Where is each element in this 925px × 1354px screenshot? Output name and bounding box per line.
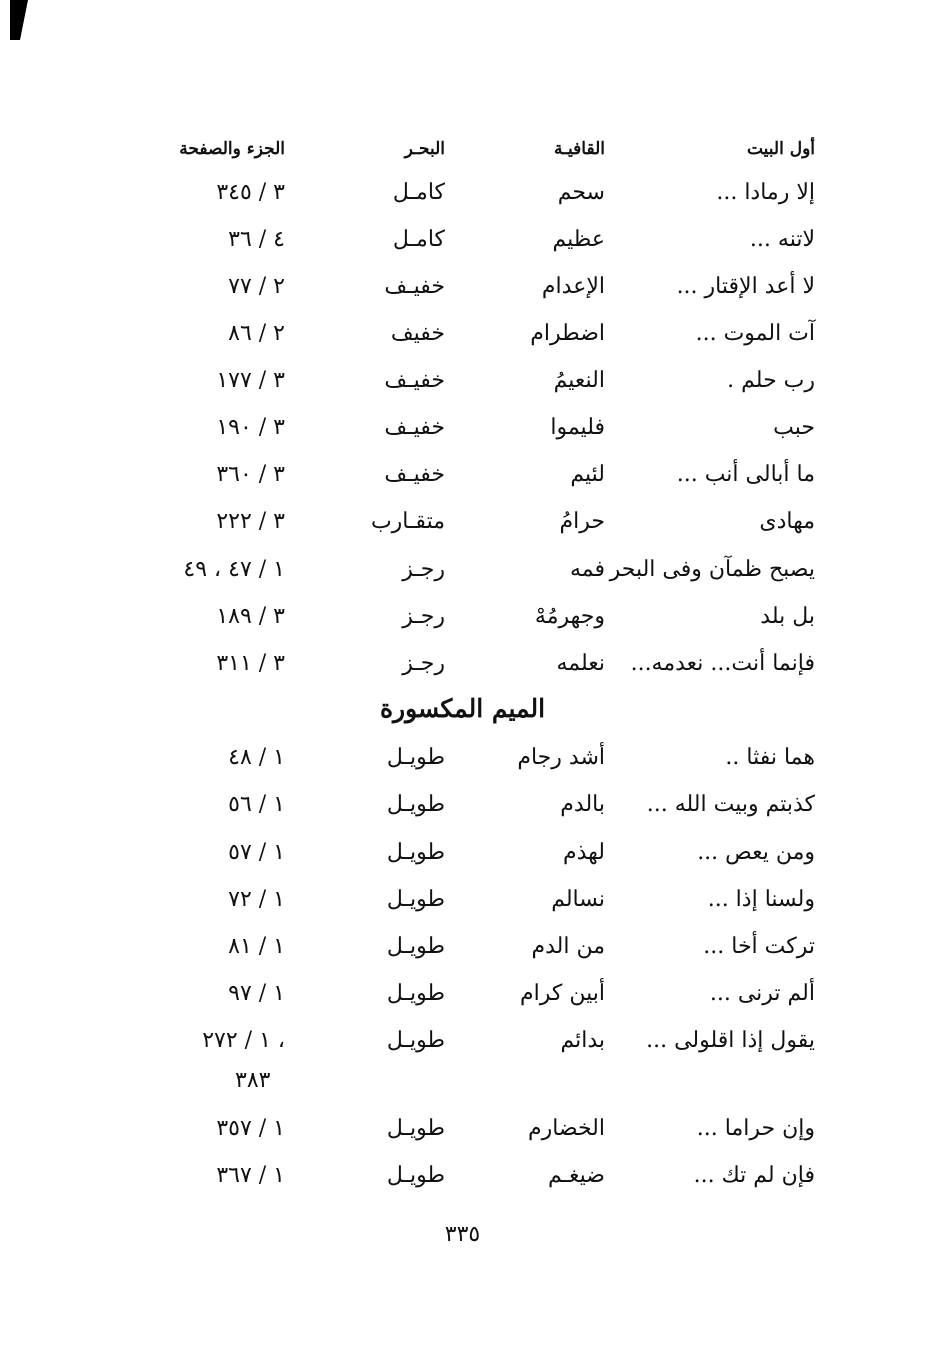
first-verse: يقول إذا اقلولى ... bbox=[646, 1028, 815, 1053]
volume-page: ٣ / ٢٢٢ bbox=[216, 509, 285, 534]
volume-page: ١ / ٩٧ bbox=[228, 981, 285, 1006]
meter: خفيف bbox=[390, 321, 445, 346]
meter: طويـل bbox=[386, 1116, 445, 1141]
first-verse: هما نفثا .. bbox=[725, 745, 815, 770]
first-verse: آت الموت ... bbox=[695, 321, 815, 346]
volume-page: ١ / ٢٧٢ ، bbox=[202, 1028, 285, 1053]
meter: متقـارب bbox=[370, 509, 445, 534]
meter: طويـل bbox=[386, 1028, 445, 1053]
volume-page: ٣ / ٣١١ bbox=[216, 651, 285, 676]
rhyme: ضيغـم bbox=[547, 1163, 605, 1188]
meter: رجـز bbox=[402, 557, 445, 582]
first-verse: فإنما أنت... نعدمه... bbox=[630, 651, 815, 676]
rhyme: أشد رجام bbox=[517, 745, 605, 770]
rhyme: لئيم bbox=[570, 462, 605, 487]
first-verse: ولسنا إذا ... bbox=[707, 887, 815, 912]
first-verse: رب حلم . bbox=[727, 368, 815, 393]
first-verse: تركت أخا ... bbox=[703, 934, 815, 959]
meter: خفيـف bbox=[384, 462, 445, 487]
rhyme: حرامُ bbox=[559, 509, 605, 534]
header-volume-page: الجزء والصفحة bbox=[179, 139, 285, 159]
rhyme: بدائم bbox=[560, 1028, 605, 1053]
meter: طويـل bbox=[386, 792, 445, 817]
volume-page: ٣ / ١٧٧ bbox=[216, 368, 285, 393]
meter: رجـز bbox=[402, 604, 445, 629]
meter: خفيـف bbox=[384, 368, 445, 393]
volume-page: ٣ / ٣٦٠ bbox=[216, 462, 285, 487]
first-verse: ألم ترنى ... bbox=[709, 981, 815, 1006]
rhyme: سحم bbox=[557, 180, 605, 205]
volume-page: ١ / ٤٧ ، ٤٩ bbox=[183, 557, 285, 582]
first-verse: لاتنه ... bbox=[749, 227, 815, 252]
volume-page: ٣ / ٣٤٥ bbox=[216, 180, 285, 205]
rhyme: فمه bbox=[569, 557, 605, 582]
rhyme: نسالم bbox=[551, 887, 605, 912]
meter: كامـل bbox=[392, 227, 445, 252]
volume-page: ١ / ٥٧ bbox=[228, 840, 285, 865]
meter: طويـل bbox=[386, 840, 445, 865]
meter: طويـل bbox=[386, 887, 445, 912]
meter: طويـل bbox=[386, 1163, 445, 1188]
meter: طويـل bbox=[386, 934, 445, 959]
rhyme: الإعدام bbox=[541, 274, 605, 299]
volume-page: ٤ / ٣٦ bbox=[228, 227, 285, 252]
header-first-verse: أول البيت bbox=[746, 139, 815, 159]
volume-page: ١ / ٥٦ bbox=[228, 792, 285, 817]
meter: كامـل bbox=[392, 180, 445, 205]
first-verse: فإن لم تك ... bbox=[693, 1163, 815, 1188]
rhyme: وجهرمُهْ bbox=[534, 604, 605, 629]
rhyme: نعلمه bbox=[556, 651, 605, 676]
volume-page: ١ / ٧٢ bbox=[228, 887, 285, 912]
volume-page: ١ / ٣٦٧ bbox=[216, 1163, 285, 1188]
header-rhyme: القافيـة bbox=[553, 139, 605, 159]
first-verse: مهادى bbox=[759, 509, 815, 534]
rhyme: عظيم bbox=[552, 227, 605, 252]
header-meter: البحـر bbox=[404, 139, 445, 159]
volume-page: ٣ / ١٩٠ bbox=[216, 415, 285, 440]
rhyme: اضطرام bbox=[530, 321, 605, 346]
meter: طويـل bbox=[386, 745, 445, 770]
meter: طويـل bbox=[386, 981, 445, 1006]
volume-page-continued: ٣٨٣ bbox=[235, 1068, 271, 1093]
rhyme: من الدم bbox=[531, 934, 605, 959]
volume-page: ١ / ٣٥٧ bbox=[216, 1116, 285, 1141]
first-verse: يصبح ظمآن وفى البحر bbox=[609, 557, 815, 582]
rhyme: بالدم bbox=[560, 792, 605, 817]
volume-page: ١ / ٨١ bbox=[228, 934, 285, 959]
first-verse: حبب bbox=[773, 415, 815, 440]
first-verse: ومن يعص ... bbox=[697, 840, 815, 865]
first-verse: كذبتم وبيت الله ... bbox=[646, 792, 815, 817]
rhyme: النعيمُ bbox=[553, 368, 605, 393]
rhyme: فليموا bbox=[550, 415, 605, 440]
rhyme: الخضارم bbox=[527, 1116, 605, 1141]
first-verse: وإن حراما ... bbox=[696, 1116, 815, 1141]
meter: خفيـف bbox=[384, 274, 445, 299]
first-verse: لا أعد الإقتار ... bbox=[676, 274, 815, 299]
page-number: ٣٣٥ bbox=[444, 1222, 481, 1247]
first-verse: بل بلد bbox=[760, 604, 815, 629]
volume-page: ١ / ٤٨ bbox=[228, 745, 285, 770]
first-verse: إلا رمادا ... bbox=[716, 180, 815, 205]
rhyme: لهذم bbox=[562, 840, 605, 865]
section-title: الميم المكسورة bbox=[379, 694, 546, 723]
meter: خفيـف bbox=[384, 415, 445, 440]
first-verse: ما أبالى أنب ... bbox=[676, 462, 815, 487]
volume-page: ٢ / ٨٦ bbox=[228, 321, 285, 346]
meter: رجـز bbox=[402, 651, 445, 676]
rhyme: أبين كرام bbox=[520, 981, 605, 1006]
volume-page: ٣ / ١٨٩ bbox=[216, 604, 285, 629]
volume-page: ٢ / ٧٧ bbox=[228, 274, 285, 299]
